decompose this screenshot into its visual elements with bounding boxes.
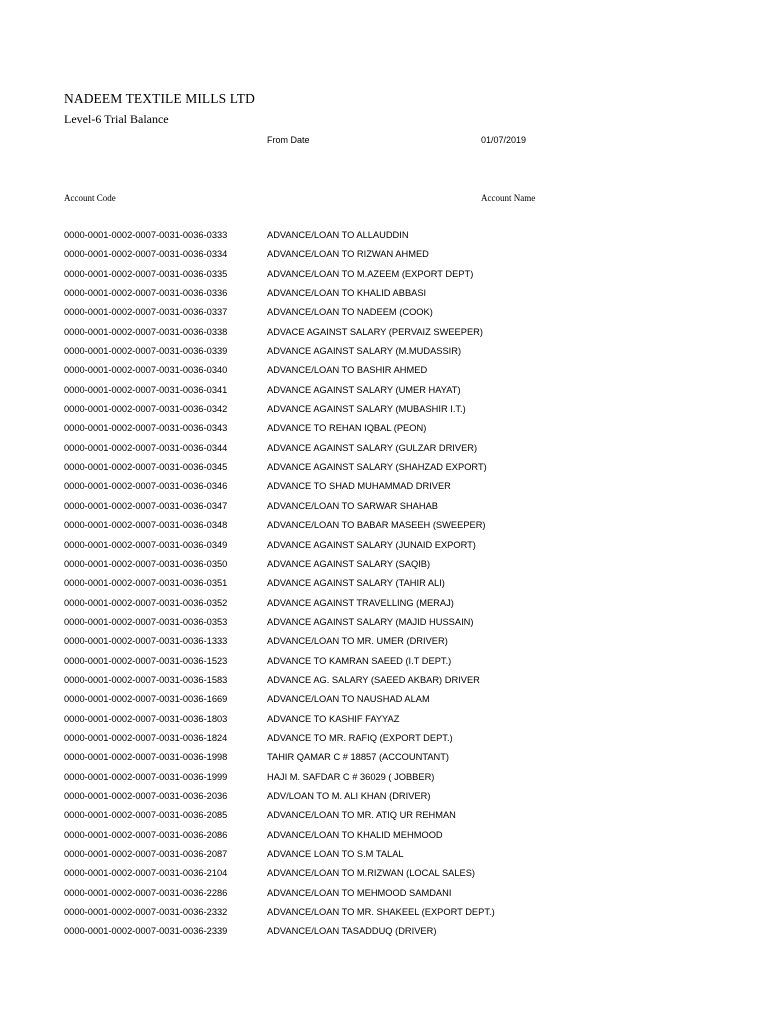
table-row <box>0 439 768 458</box>
account-code-cell: 0000-0001-0002-0007-0031-0036-1998 <box>64 752 228 763</box>
table-row <box>0 226 768 245</box>
account-name-cell: ADVANCE/LOAN TO MR. UMER (DRIVER) <box>267 636 448 647</box>
account-list <box>0 226 768 942</box>
account-code-cell: 0000-0001-0002-0007-0031-0036-0350 <box>64 558 228 569</box>
account-code-cell: 0000-0001-0002-0007-0031-0036-0341 <box>64 384 228 395</box>
account-name-cell: ADVANCE/LOAN TO BABAR MASEEH (SWEEPER) <box>267 520 486 531</box>
account-name-cell: ADVANCE/LOAN TO NADEEM (COOK) <box>267 307 433 318</box>
account-name-cell: ADVANCE AGAINST TRAVELLING (MERAJ) <box>267 597 454 608</box>
account-code-cell: 0000-0001-0002-0007-0031-0036-0338 <box>64 326 228 337</box>
account-name-cell: ADVANCE/LOAN TO ALLAUDDIN <box>267 230 409 240</box>
account-code-cell: 0000-0001-0002-0007-0031-0036-0335 <box>64 268 228 279</box>
account-code-cell: 0000-0001-0002-0007-0031-0036-2104 <box>64 868 228 879</box>
account-code-cell: 0000-0001-0002-0007-0031-0036-0336 <box>64 288 228 299</box>
account-code-cell: 0000-0001-0002-0007-0031-0036-0346 <box>64 481 228 492</box>
table-row <box>0 516 768 535</box>
report-title: Level-6 Trial Balance <box>64 112 169 126</box>
account-name-cell: ADVANCE AGAINST SALARY (SAQIB) <box>267 558 431 569</box>
account-name-cell: ADVANCE AGAINST SALARY (JUNAID EXPORT) <box>267 539 476 550</box>
account-name-cell: ADVANCE/LOAN TO KHALID ABBASI <box>267 288 427 299</box>
account-name-cell: HAJI M. SAFDAR C # 36029 ( JOBBER) <box>267 771 435 782</box>
account-code-cell: 0000-0001-0002-0007-0031-0036-2036 <box>64 790 228 801</box>
table-row <box>0 342 768 361</box>
account-code-cell: 0000-0001-0002-0007-0031-0036-2085 <box>64 810 228 821</box>
table-row <box>0 613 768 632</box>
table-row <box>0 864 768 883</box>
account-name-cell: ADVANCE TO KASHIF FAYYAZ <box>267 713 400 724</box>
account-name-cell: ADVANCE/LOAN TO RIZWAN AHMED <box>267 249 429 260</box>
account-name-cell: ADVANCE AGAINST SALARY (SHAHZAD EXPORT) <box>267 462 487 473</box>
account-code-cell: 0000-0001-0002-0007-0031-0036-1583 <box>64 674 228 685</box>
table-row <box>0 806 768 825</box>
account-name-cell: ADVANCE/LOAN TO M.AZEEM (EXPORT DEPT) <box>267 268 474 279</box>
table-row <box>0 555 768 574</box>
account-code-cell: 0000-0001-0002-0007-0031-0036-0349 <box>64 539 228 550</box>
account-name-cell: ADVANCE/LOAN TO M.RIZWAN (LOCAL SALES) <box>267 868 476 879</box>
table-row <box>0 381 768 400</box>
account-name-cell: ADVANCE/LOAN TO NAUSHAD ALAM <box>267 694 430 705</box>
account-code-cell: 0000-0001-0002-0007-0031-0036-0342 <box>64 404 228 415</box>
table-row <box>0 303 768 322</box>
table-row <box>0 768 768 787</box>
table-row <box>0 536 768 555</box>
table-row <box>0 265 768 284</box>
account-code-cell: 0000-0001-0002-0007-0031-0036-0343 <box>64 423 228 434</box>
table-row <box>0 400 768 419</box>
account-code-cell: 0000-0001-0002-0007-0031-0036-2332 <box>64 907 228 918</box>
account-code-cell: 0000-0001-0002-0007-0031-0036-2087 <box>64 849 228 859</box>
account-name-cell: ADVANCE AGAINST SALARY (MAJID HUSSAIN) <box>267 616 474 627</box>
account-code-cell: 0000-0001-0002-0007-0031-0036-0334 <box>64 249 228 260</box>
account-code-cell: 0000-0001-0002-0007-0031-0036-1824 <box>64 732 228 743</box>
account-code-cell: 0000-0001-0002-0007-0031-0036-0353 <box>64 616 228 627</box>
account-name-cell: ADV/LOAN TO M. ALI KHAN (DRIVER) <box>267 790 431 801</box>
table-row <box>0 652 768 671</box>
account-name-cell: ADVANCE LOAN TO S.M TALAL <box>267 849 404 859</box>
account-name-cell: ADVANCE AGAINST SALARY (UMER HAYAT) <box>267 384 461 395</box>
column-header-account-code: Account Code <box>64 193 116 203</box>
account-name-cell: ADVANCE/LOAN TO MR. SHAKEEL (EXPORT DEPT.) <box>267 907 495 918</box>
account-code-cell: 0000-0001-0002-0007-0031-0036-1523 <box>64 655 228 666</box>
table-row <box>0 671 768 690</box>
account-name-cell: ADVANCE TO KAMRAN SAEED (I.T DEPT.) <box>267 655 452 666</box>
account-code-cell: 0000-0001-0002-0007-0031-0036-2286 <box>64 887 228 898</box>
account-code-cell: 0000-0001-0002-0007-0031-0036-0351 <box>64 578 228 589</box>
account-name-cell: ADVANCE TO REHAN IQBAL (PEON) <box>267 423 427 434</box>
account-name-cell: ADVANCE AGAINST SALARY (MUBASHIR I.T.) <box>267 404 466 415</box>
table-row <box>0 419 768 438</box>
account-code-cell: 0000-0001-0002-0007-0031-0036-0344 <box>64 442 228 453</box>
account-name-cell: ADVANCE AGAINST SALARY (GULZAR DRIVER) <box>267 442 478 453</box>
table-row <box>0 710 768 729</box>
account-code-cell: 0000-0001-0002-0007-0031-0036-2086 <box>64 829 228 840</box>
account-code-cell: 0000-0001-0002-0007-0031-0036-0337 <box>64 307 228 318</box>
table-row <box>0 594 768 613</box>
account-name-cell: ADVANCE TO SHAD MUHAMMAD DRIVER <box>267 481 451 492</box>
account-name-cell: ADVANCE AG. SALARY (SAEED AKBAR) DRIVER <box>267 674 480 685</box>
table-row <box>0 729 768 748</box>
table-row <box>0 903 768 922</box>
account-code-cell: 0000-0001-0002-0007-0031-0036-0345 <box>64 462 228 473</box>
account-name-cell: ADVANCE/LOAN TO SARWAR SHAHAB <box>267 500 439 511</box>
table-row <box>0 632 768 651</box>
account-name-cell: TAHIR QAMAR C # 18857 (ACCOUNTANT) <box>267 752 450 763</box>
table-row <box>0 845 768 864</box>
table-row <box>0 884 768 903</box>
table-row <box>0 787 768 806</box>
company-name: NADEEM TEXTILE MILLS LTD <box>64 91 256 106</box>
table-row <box>0 748 768 767</box>
account-code-cell: 0000-0001-0002-0007-0031-0036-0333 <box>64 230 228 240</box>
account-code-cell: 0000-0001-0002-0007-0031-0036-0339 <box>64 346 228 357</box>
column-header-account-name: Account Name <box>481 193 536 203</box>
table-row <box>0 690 768 709</box>
account-code-cell: 0000-0001-0002-0007-0031-0036-1669 <box>64 694 228 705</box>
table-row <box>0 574 768 593</box>
table-row <box>0 458 768 477</box>
account-name-cell: ADVANCE AGAINST SALARY (TAHIR ALI) <box>267 578 445 589</box>
table-row <box>0 323 768 342</box>
account-code-cell: 0000-0001-0002-0007-0031-0036-2339 <box>64 926 228 937</box>
table-row <box>0 361 768 380</box>
account-name-cell: ADVANCE/LOAN TO BASHIR AHMED <box>267 365 428 376</box>
table-row <box>0 245 768 264</box>
account-code-cell: 0000-0001-0002-0007-0031-0036-0352 <box>64 597 228 608</box>
table-row <box>0 477 768 496</box>
account-code-cell: 0000-0001-0002-0007-0031-0036-1999 <box>64 771 228 782</box>
account-name-cell: ADVANCE TO MR. RAFIQ (EXPORT DEPT.) <box>267 732 453 743</box>
table-row <box>0 922 768 941</box>
account-code-cell: 0000-0001-0002-0007-0031-0036-1803 <box>64 713 228 724</box>
account-code-cell: 0000-0001-0002-0007-0031-0036-0347 <box>64 500 228 511</box>
table-row <box>0 284 768 303</box>
from-date-value: 01/07/2019 <box>481 135 527 145</box>
table-row <box>0 497 768 516</box>
account-name-cell: ADVANCE/LOAN TO MR. ATIQ UR REHMAN <box>267 810 456 821</box>
account-name-cell: ADVANCE AGAINST SALARY (M.MUDASSIR) <box>267 346 462 357</box>
account-name-cell: ADVANCE/LOAN TO KHALID MEHMOOD <box>267 829 443 840</box>
from-date-label: From Date <box>267 135 310 145</box>
account-name-cell: ADVANCE/LOAN TASADDUQ (DRIVER) <box>267 926 437 937</box>
account-name-cell: ADVACE AGAINST SALARY (PERVAIZ SWEEPER) <box>267 326 483 337</box>
account-code-cell: 0000-0001-0002-0007-0031-0036-1333 <box>64 636 228 647</box>
account-code-cell: 0000-0001-0002-0007-0031-0036-0340 <box>64 365 228 376</box>
table-row <box>0 826 768 845</box>
account-code-cell: 0000-0001-0002-0007-0031-0036-0348 <box>64 520 228 531</box>
account-name-cell: ADVANCE/LOAN TO MEHMOOD SAMDANI <box>267 887 452 898</box>
